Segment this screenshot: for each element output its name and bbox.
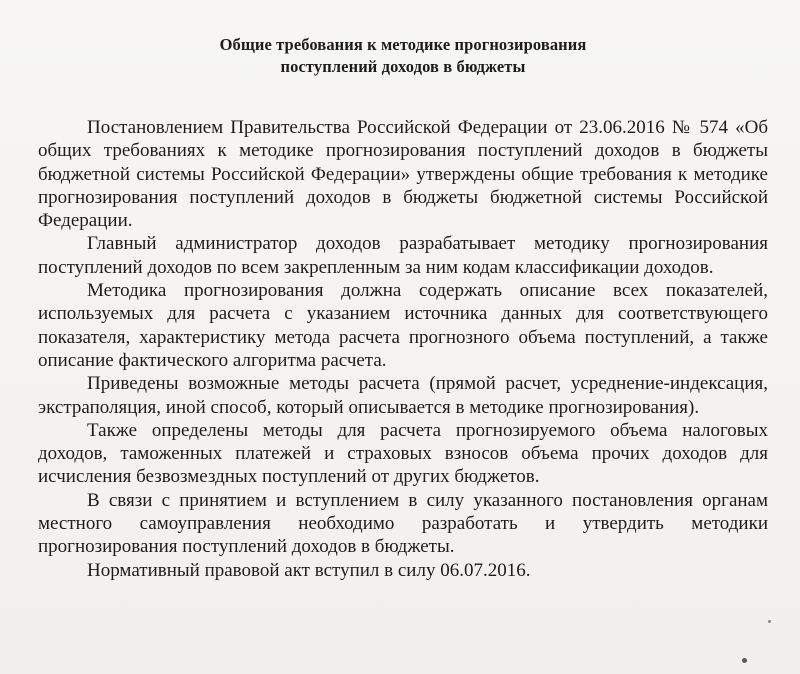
paragraph-calculation-methods: Приведены возможные методы расчета (прямой расчет, усреднение-индексация, экстраполяция, иной способ, который описывается в методике прогнозирования). [38,373,768,418]
paragraph-methodology-content: Методика прогнозирования должна содержать описание всех показателей, используемых для расчета с указанием источника данных для соответствующего показателя, характеристику метода расчета прогнозного объема поступлений, а также описание фактического алгоритма расчета. [38,280,768,371]
title-line-2: поступлений доходов в бюджеты [280,57,526,76]
paragraph-local-authorities: В связи с принятием и вступлением в силу указанного постановления органам местного самоуправления необходимо разработать и утвердить методики прогнозирования поступлений доходов в бюджеты. [38,489,768,558]
document-title [38,34,768,78]
paragraph-revenue-methods: Также определены методы для расчета прогнозируемого объема налоговых доходов, таможенных платежей и страховых взносов объема прочих доходов для исчисления безвозмездных поступлений от других бюджетов. [38,419,768,488]
scan-speck [768,620,771,623]
title-line-1: Общие требования к методике прогнозирования [219,35,587,54]
paragraph-administrator: Главный администратор доходов разрабатывает методику прогнозирования поступлений доходов по всем закрепленным за ним кодам классификации доходов. [38,233,768,278]
document-body [38,34,768,582]
paragraph-resolution: Постановлением Правительства Российской Федерации от 23.06.2016 № 574 «Об общих требованиях к методике прогнозирования поступлений доходов в бюджеты бюджетной системы Российской Федерации» утверждены общие требования к методике прогнозирования поступлений доходов в бюджеты бюджетной системы Российской Федерации. [38,117,768,232]
scan-speck [742,658,747,663]
paragraph-effective-date: Нормативный правовой акт вступил в силу 06.07.2016. [87,559,531,581]
